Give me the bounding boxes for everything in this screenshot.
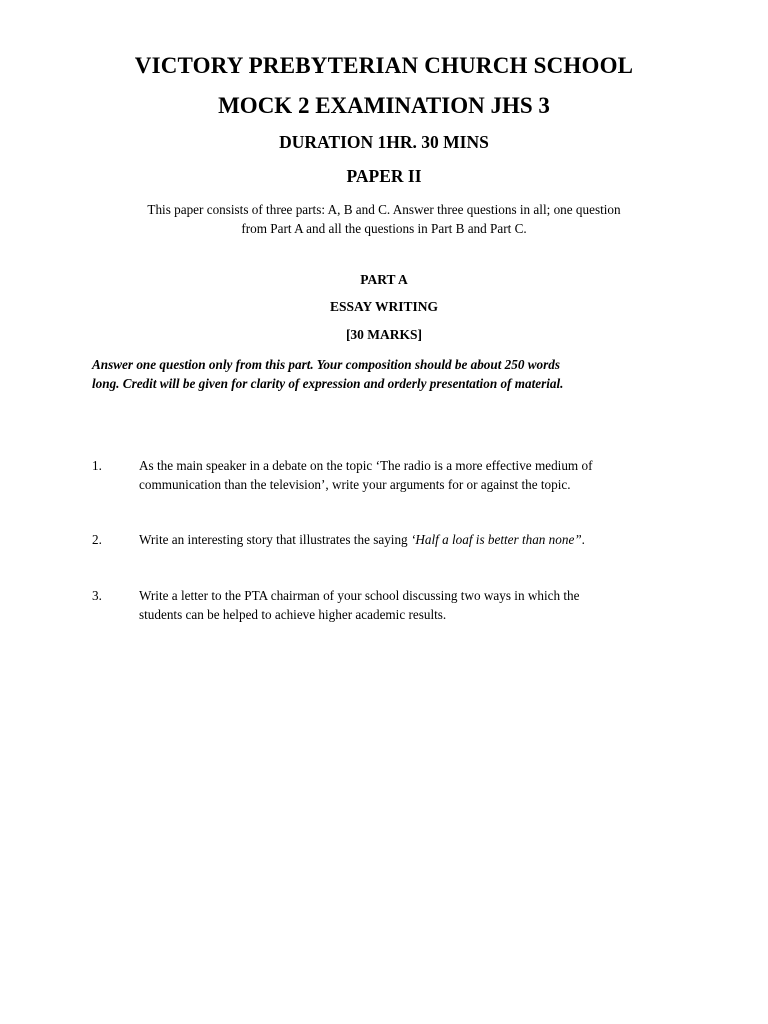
part-a-subtitle: ESSAY WRITING xyxy=(330,299,438,314)
question-text-after: . xyxy=(581,532,585,547)
question-line-1: As the main speaker in a debate on the topic ‘The radio is a more effective medium of xyxy=(139,458,593,473)
question-text-before: Write an interesting story that illustrates the saying xyxy=(139,532,411,547)
exam-duration: DURATION 1HR. 30 MINS xyxy=(279,132,489,152)
question-text xyxy=(139,530,679,549)
paper-number: PAPER II xyxy=(346,166,422,186)
saying-quote: ‘Half a loaf is better than none” xyxy=(410,532,582,547)
directive-line-2: long. Credit will be given for clarity of expression and orderly presentation of material. xyxy=(92,376,564,391)
part-a-title: PART A xyxy=(360,272,408,287)
question-line-2: communication than the television’, write your arguments for or against the topic. xyxy=(139,477,571,492)
question-number: 2. xyxy=(92,532,102,547)
paper-instructions xyxy=(90,200,678,238)
question-number: 3. xyxy=(92,588,102,603)
directive-line-1: Answer one question only from this part. Your composition should be about 250 words xyxy=(92,357,561,372)
question-line-2: students can be helped to achieve higher academic results. xyxy=(139,607,447,622)
question-number: 1. xyxy=(92,458,102,473)
instructions-line-1: This paper consists of three parts: A, B and C. Answer three questions in all; one question xyxy=(147,202,621,217)
part-a-directive xyxy=(92,355,682,393)
question-text xyxy=(139,586,679,624)
instructions-line-2: from Part A and all the questions in Part B and Part C. xyxy=(241,221,527,236)
exam-title: MOCK 2 EXAMINATION JHS 3 xyxy=(218,93,550,118)
question-text xyxy=(139,456,679,494)
question-line-1: Write a letter to the PTA chairman of your school discussing two ways in which the xyxy=(139,588,580,603)
part-a-marks: [30 MARKS] xyxy=(345,327,423,342)
school-name: VICTORY PREBYTERIAN CHURCH SCHOOL xyxy=(134,53,634,78)
